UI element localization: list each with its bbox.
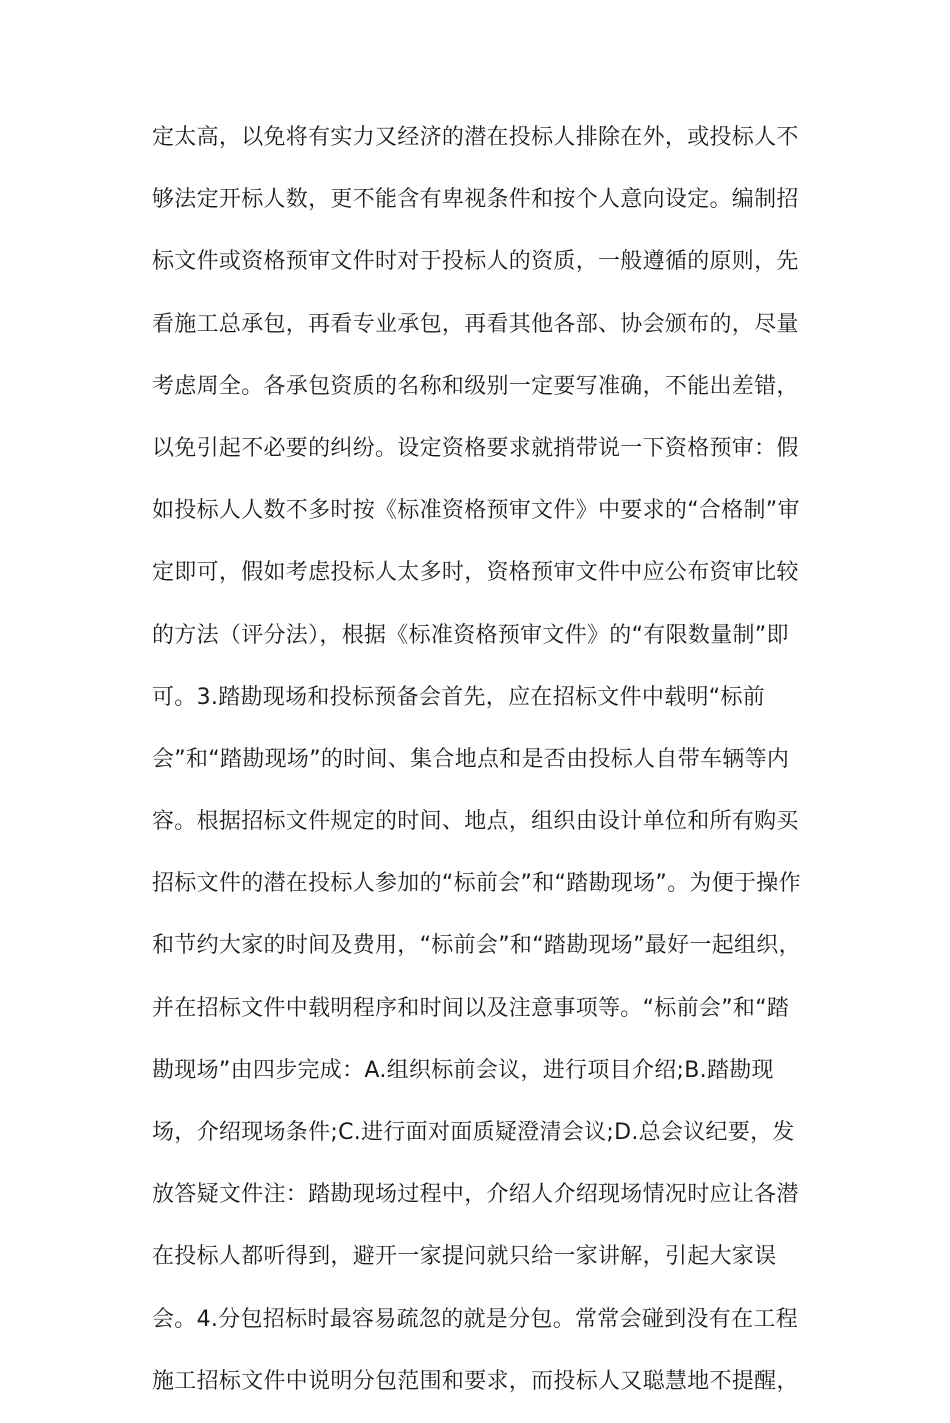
text-line: 看施工总承包，再看专业承包，再看其他各部、协会颁布的，尽量 (152, 311, 799, 337)
text-line: 够法定开标人数，更不能含有卑视条件和按个人意向设定。编制招 (152, 187, 799, 213)
text-line: 定即可，假如考虑投标人太多时，资格预审文件中应公布资审比较 (152, 560, 799, 586)
text-line: 定太高，以免将有实力又经济的潜在投标人排除在外，或投标人不 (152, 125, 799, 150)
text-line: 场，介绍现场条件;C.进行面对面质疑澄清会议;D.总会议纪要，发 (152, 1120, 795, 1145)
text-line: 会”和“踏勘现场”的时间、集合地点和是否由投标人自带车辆等内 (152, 746, 790, 772)
text-line: 会。4.分包招标时最容易疏忽的就是分包。常常会碰到没有在工程 (152, 1306, 798, 1332)
text-line: 勘现场”由四步完成：A.组织标前会议，进行项目介绍;B.踏勘现 (152, 1057, 774, 1083)
text-line: 容。根据招标文件规定的时间、地点，组织由设计单位和所有购买 (152, 809, 799, 835)
text-line: 施工招标文件中说明分包范围和要求，而投标人又聪慧地不提醒， (152, 1368, 799, 1394)
text-line: 的方法（评分法），根据《标准资格预审文件》的“有限数量制”即 (152, 622, 789, 648)
text-line: 考虑周全。各承包资质的名称和级别一定要写准确，不能出差错， (152, 373, 799, 399)
text-line: 在投标人都听得到，避开一家提问就只给一家讲解，引起大家误 (152, 1244, 777, 1270)
text-line: 标文件或资格预审文件时对于投标人的资质，一般遵循的原则，先 (152, 249, 799, 275)
text-line: 和节约大家的时间及费用，“标前会”和“踏勘现场”最好一起组织， (152, 933, 801, 959)
text-line: 招标文件的潜在投标人参加的“标前会”和“踏勘现场”。为便于操作 (152, 871, 801, 897)
text-line: 可。3.踏勘现场和投标预备会首先，应在招标文件中载明“标前 (152, 684, 766, 710)
text-line: 如投标人人数不多时按《标准资格预审文件》中要求的“合格制”审 (152, 498, 800, 524)
text-line: 以免引起不必要的纠纷。设定资格要求就捎带说一下资格预审：假 (152, 435, 799, 461)
text-line: 并在招标文件中载明程序和时间以及注意事项等。“标前会”和“踏 (152, 995, 790, 1021)
text-line: 放答疑文件注：踏勘现场过程中，介绍人介绍现场情况时应让各潜 (152, 1182, 799, 1208)
body-text (152, 117, 812, 1423)
